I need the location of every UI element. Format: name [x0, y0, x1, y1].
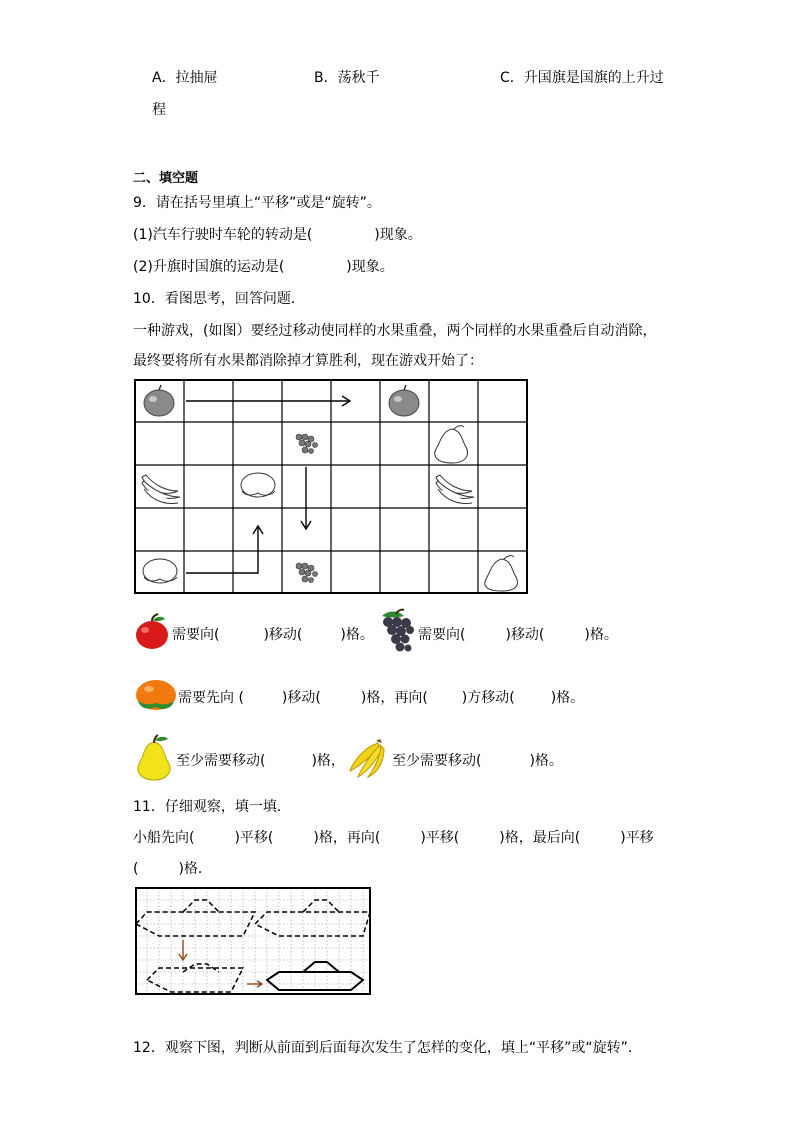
option-c: C．升国旗是国旗的上升过 — [500, 70, 664, 86]
q10-stem: 10．看图思考，回答问题． — [133, 291, 305, 307]
q11-text-h: )格． — [178, 861, 212, 877]
boat-position-2 — [255, 900, 370, 936]
pear-icon — [134, 734, 174, 782]
boat-translation-grid — [134, 886, 372, 996]
q9-item-2-pre: (2)升旗时国旗的运动是( — [133, 259, 285, 275]
banana-question — [392, 750, 563, 770]
banana-icon — [346, 737, 390, 779]
section-title: 二、填空题 — [133, 171, 199, 186]
grape-icon — [296, 563, 318, 583]
apple-icon — [389, 385, 419, 416]
q11-text-d: )平移( — [420, 830, 460, 846]
q9-stem: 9．请在括号里填上“平移”或是“旋转”。 — [133, 195, 381, 211]
orange-text-5: )格。 — [550, 690, 585, 706]
grape-text-1: 需要向( — [418, 627, 466, 643]
boat-position-1 — [136, 900, 255, 936]
q9-item-1-post: )现象。 — [374, 227, 422, 243]
grape-icon — [296, 434, 318, 454]
pear-text-2: )格， — [311, 753, 345, 769]
orange-question — [178, 687, 584, 707]
pear-question — [176, 750, 345, 770]
apple-icon — [144, 385, 174, 416]
q11-text-g: ( — [133, 861, 139, 877]
q11-text-f: )平移 — [620, 830, 654, 846]
q9-item-1 — [133, 224, 422, 244]
banana-text-1: 至少需要移动( — [392, 753, 482, 769]
orange-path-arrow — [186, 527, 258, 573]
orange-text-1: 需要先向 ( — [178, 690, 244, 706]
pear-icon — [435, 426, 468, 463]
orange-icon — [241, 473, 275, 497]
grape-text-2: )移动( — [505, 627, 545, 643]
grape-question — [418, 624, 618, 644]
grid-lines — [136, 888, 370, 994]
pear-icon — [485, 556, 518, 591]
option-c-continued: 程 — [152, 102, 166, 118]
q11-text-a: 小船先向( — [133, 830, 195, 846]
q9-item-2-post: )现象。 — [346, 259, 394, 275]
banana-text-2: )格。 — [529, 753, 563, 769]
boat-position-3 — [147, 964, 243, 992]
q9-item-1-pre: (1)汽车行驶时车轮的转动是( — [133, 227, 313, 243]
orange-text-4: )方移动( — [461, 690, 515, 706]
orange-icon — [134, 675, 178, 715]
pear-text-1: 至少需要移动( — [176, 753, 266, 769]
apple-text-1: 需要向( — [172, 627, 220, 643]
apple-icon — [134, 613, 170, 651]
move-arrows — [179, 940, 262, 987]
banana-icon — [142, 475, 180, 503]
orange-icon — [143, 559, 177, 583]
apple-question — [172, 624, 374, 644]
orange-text-2: )移动( — [281, 690, 321, 706]
q11-line-1 — [133, 827, 654, 847]
orange-text-3: )格，再向( — [360, 690, 428, 706]
banana-icon — [436, 475, 474, 503]
fruit-game-grid — [134, 379, 530, 596]
grape-icon — [376, 608, 416, 656]
option-a: A．拉抽屉 — [152, 70, 218, 86]
q9-item-2 — [133, 256, 394, 276]
q11-text-e: )格，最后向( — [499, 830, 581, 846]
q10-line-2: 最终要将所有水果都消除掉才算胜利，现在游戏开始了： — [133, 353, 483, 369]
q12-stem: 12．观察下图，判断从前面到后面每次发生了怎样的变化，填上“平移”或“旋转”． — [133, 1040, 642, 1056]
grape-text-3: )格。 — [584, 627, 618, 643]
q11-text-b: )平移( — [234, 830, 274, 846]
q11-stem: 11．仔细观察，填一填． — [133, 799, 291, 815]
q11-text-c: )格，再向( — [313, 830, 381, 846]
q10-line-1: 一种游戏，(如图）要经过移动使同样的水果重叠，两个同样的水果重叠后自动消除， — [133, 323, 657, 339]
apple-text-3: )格。 — [340, 627, 374, 643]
apple-text-2: )移动( — [263, 627, 303, 643]
q11-line-2 — [133, 858, 212, 878]
option-b: B．荡秋千 — [314, 70, 380, 86]
